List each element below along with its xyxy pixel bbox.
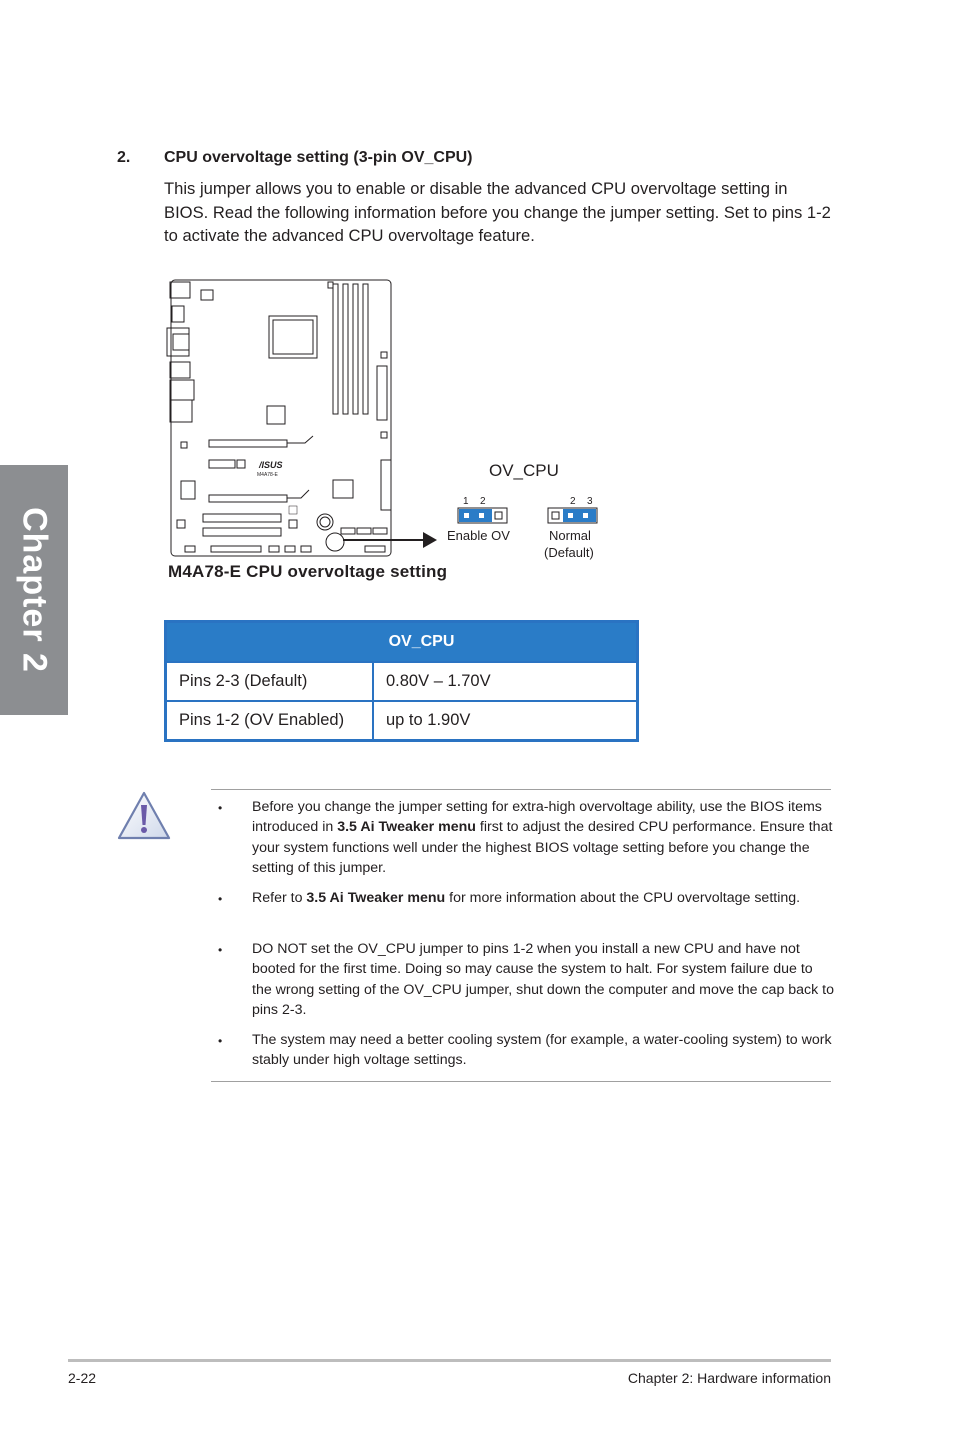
section-number: 2.	[117, 149, 131, 166]
note-item	[252, 797, 834, 878]
jumper-cap	[459, 509, 492, 522]
board-logo: /ISUS	[259, 460, 283, 470]
note-item	[252, 888, 834, 908]
note-text: The system may need a better cooling system (for example, a water-cooling system) to work stably under high voltage settings.	[252, 1032, 832, 1069]
page-number: 2-22	[68, 1370, 97, 1386]
bullet-icon: •	[218, 1034, 223, 1048]
jumper-enable-label: Enable OV	[447, 528, 510, 543]
pointer-arrow-icon	[423, 532, 437, 548]
cpu-socket	[269, 316, 317, 358]
jumper-normal	[548, 508, 597, 523]
table-cell-value: up to 1.90V	[373, 701, 638, 741]
table-row	[166, 662, 638, 701]
footer-title: Chapter 2: Hardware information	[627, 1370, 831, 1386]
table-row	[166, 701, 638, 741]
pin-label: 2	[570, 496, 576, 507]
connector-label: OV_CPU	[489, 461, 559, 480]
table-cell-value: 0.80V – 1.70V	[373, 662, 638, 701]
jumper-cap	[563, 509, 596, 522]
jumper-normal-sublabel: (Default)	[544, 545, 594, 560]
section-title: CPU overvoltage setting (3-pin OV_CPU)	[164, 149, 473, 166]
note-item	[252, 939, 834, 1020]
note-bold: 3.5 Ai Tweaker menu	[337, 819, 476, 836]
table-cell-setting: Pins 2-3 (Default)	[166, 662, 374, 701]
figure-caption: M4A78-E CPU overvoltage setting	[168, 562, 448, 581]
table-header-row	[166, 622, 638, 663]
ov-cpu-table	[164, 620, 639, 742]
note-item	[252, 1030, 834, 1071]
notes-divider-bottom	[211, 1081, 831, 1082]
pin-label: 1	[463, 496, 469, 507]
note-text: DO NOT set the OV_CPU jumper to pins 1-2 when you install a new CPU and have not booted for the first time. Doing so may cause the system to halt. For system failure due to the wrong setting of the OV_CPU jumper, shut down the computer and move the cap back to pins 2-3.	[252, 941, 835, 1018]
jumper-normal-label: Normal	[549, 528, 591, 543]
jumper-enable-ov	[458, 508, 507, 523]
footer-divider	[68, 1359, 831, 1362]
bullet-icon: •	[218, 943, 223, 957]
note-text: for more information about the CPU overvoltage setting.	[445, 890, 801, 906]
notes-divider-top	[211, 789, 831, 790]
table-cell-setting: Pins 1-2 (OV Enabled)	[166, 701, 374, 741]
chapter-tab-label: Chapter 2	[15, 507, 54, 673]
chapter-side-tab	[0, 465, 68, 715]
note-text: Refer to	[252, 890, 307, 906]
note-text: Before you change the jumper setting for extra-high overvoltage ability, use the BIOS items introduced in	[252, 799, 822, 836]
motherboard-diagram	[165, 276, 615, 588]
note-bold: 3.5 Ai Tweaker menu	[306, 890, 446, 906]
section-intro: This jumper allows you to enable or disable the advanced CPU overvoltage setting in BIOS. Read the following information before you change the jumper setting. Set to pins 1-2 to activate the advanced CPU overvoltage feature.	[164, 179, 831, 245]
pin-label: 2	[480, 496, 486, 507]
board-model-label: M4A78-E	[257, 472, 278, 478]
warning-icon	[116, 790, 172, 842]
pin-label: 3	[587, 496, 593, 507]
table-header: OV_CPU	[166, 622, 638, 663]
ov-cpu-location	[326, 533, 344, 551]
bullet-icon: •	[218, 892, 223, 906]
bullet-icon: •	[218, 801, 223, 815]
note-text: first to adjust the desired CPU performance. Ensure that your system functions well under the highest BIOS voltage setting before you change the setting of this jumper.	[252, 819, 833, 876]
